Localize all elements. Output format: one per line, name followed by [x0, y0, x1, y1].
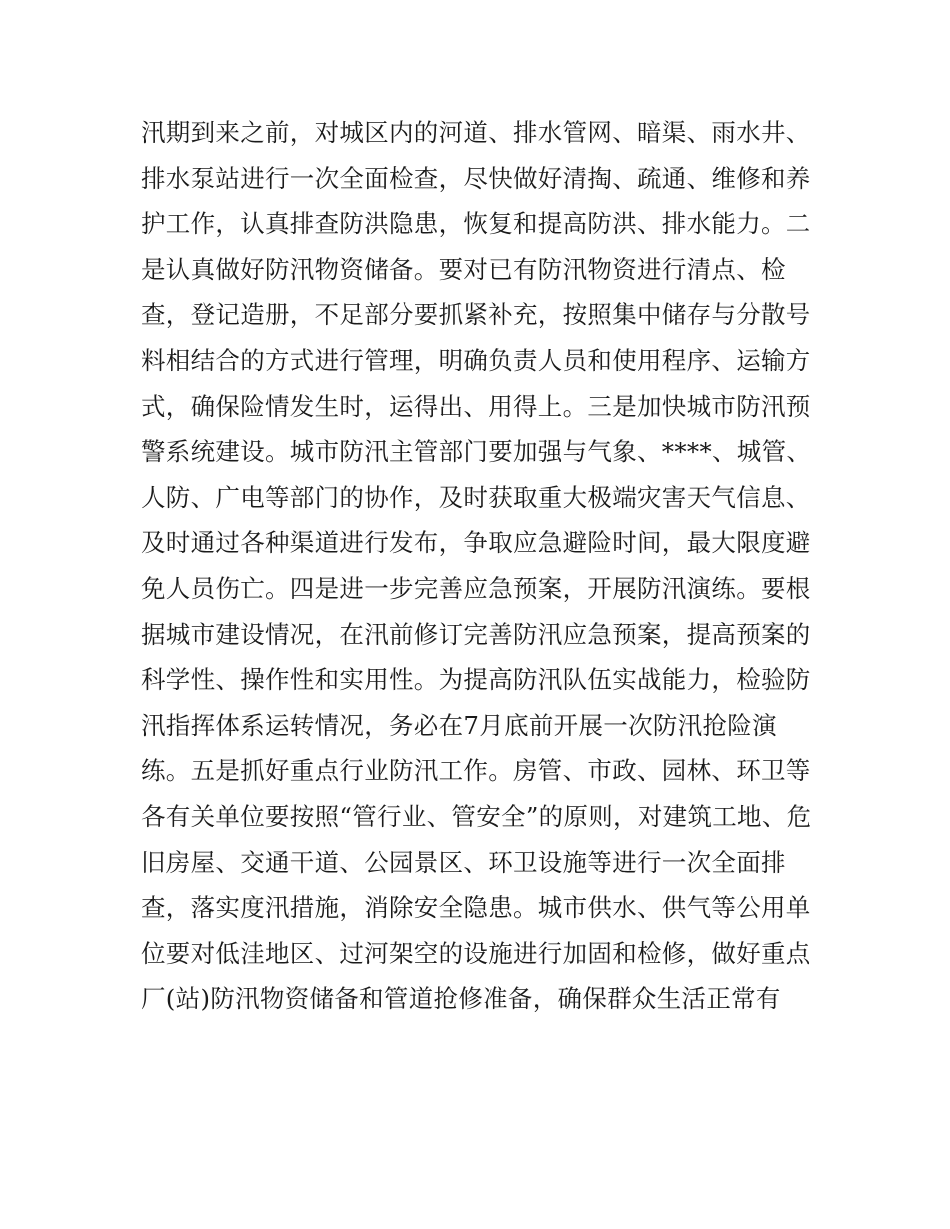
text-line: 科学性、操作性和实用性。为提高防汛队伍实战能力，检验防 — [141, 665, 811, 695]
text-line: 汛指挥体系运转情况，务必在7月底前开展一次防汛抢险演 — [141, 710, 777, 740]
text-line: 据城市建设情况，在汛前修订完善防汛应急预案，提高预案的 — [141, 619, 811, 649]
text-line: 厂(站)防汛物资储备和管道抢修准备，确保群众生活正常有 — [141, 984, 781, 1014]
text-line: 人防、广电等部门的协作，及时获取重大极端灾害天气信息、 — [141, 482, 811, 512]
text-line: 查，落实度汛措施，消除安全隐患。城市供水、供气等公用单 — [141, 893, 811, 923]
text-line: 查，登记造册，不足部分要抓紧补充，按照集中储存与分散号 — [141, 300, 811, 330]
text-line: 汛期到来之前，对城区内的河道、排水管网、暗渠、雨水井、 — [141, 118, 811, 147]
text-line: 旧房屋、交通干道、公园景区、环卫设施等进行一次全面排 — [141, 847, 786, 877]
text-line: 护工作，认真排查防洪隐患，恢复和提高防洪、排水能力。二 — [141, 209, 811, 239]
text-line: 警系统建设。城市防汛主管部门要加强与气象、****、城管、 — [141, 437, 812, 467]
text-line: 料相结合的方式进行管理，明确负责人员和使用程序、运输方 — [141, 345, 811, 375]
body-paragraph — [141, 110, 821, 1022]
text-line: 及时通过各种渠道进行发布，争取应急避险时间，最大限度避 — [141, 528, 811, 558]
text-line: 位要对低洼地区、过河架空的设施进行加固和检修，做好重点 — [141, 938, 811, 968]
text-line: 是认真做好防汛物资储备。要对已有防汛物资进行清点、检 — [141, 254, 786, 284]
text-line: 排水泵站进行一次全面检查，尽快做好清掏、疏通、维修和养 — [141, 163, 811, 193]
text-line: 免人员伤亡。四是进一步完善应急预案，开展防汛演练。要根 — [141, 573, 811, 603]
text-line: 练。五是抓好重点行业防汛工作。房管、市政、园林、环卫等 — [141, 756, 811, 786]
text-line: 式，确保险情发生时，运得出、用得上。三是加快城市防汛预 — [141, 391, 811, 421]
text-line: 各有关单位要按照“管行业、管安全”的原则，对建筑工地、危 — [141, 801, 812, 831]
